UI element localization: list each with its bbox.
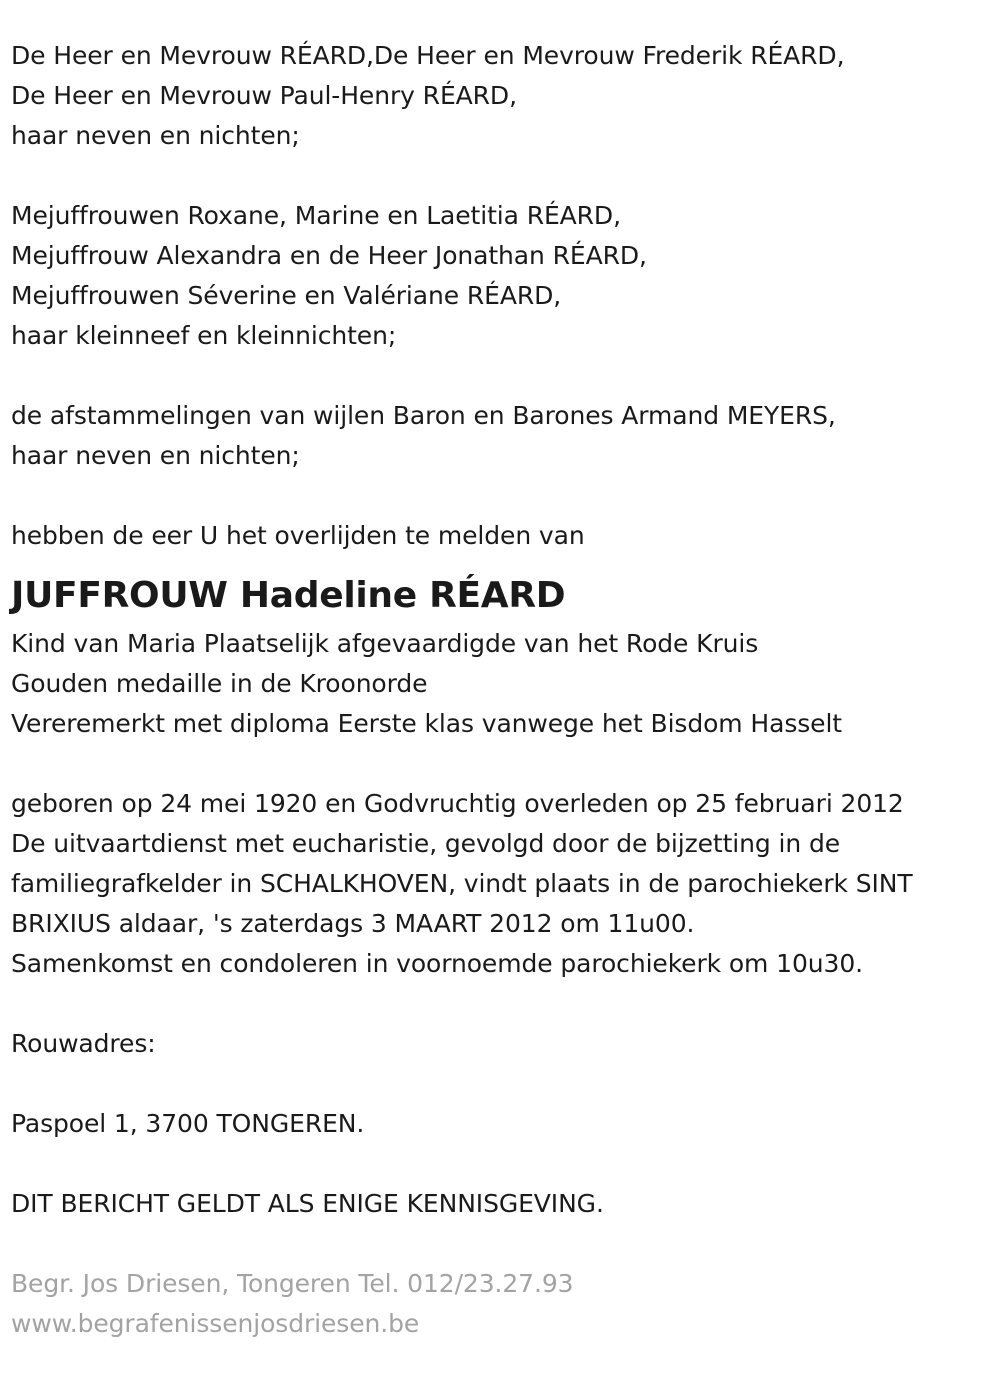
spacer bbox=[11, 984, 991, 1024]
family-line: haar kleinneef en kleinnichten; bbox=[11, 321, 397, 350]
spacer bbox=[11, 476, 991, 516]
detail-line: Samenkomst en condoleren in voornoemde parochiekerk om 10u30. bbox=[11, 949, 863, 978]
family-line: Mejuffrouw Alexandra en de Heer Jonathan RÉARD, bbox=[11, 241, 647, 270]
spacer bbox=[11, 1224, 991, 1264]
title-line: Vereremerkt met diploma Eerste klas vanwege het Bisdom Hasselt bbox=[11, 709, 842, 738]
notice-text: DIT BERICHT GELDT ALS ENIGE KENNISGEVING. bbox=[11, 1189, 604, 1218]
family-line: De Heer en Mevrouw Paul-Henry RÉARD, bbox=[11, 81, 517, 110]
deceased-name: JUFFROUW Hadeline RÉARD bbox=[11, 575, 566, 616]
family-line: Mejuffrouwen Séverine en Valériane RÉARD, bbox=[11, 281, 562, 310]
detail-line: BRIXIUS aldaar, 's zaterdags 3 MAART 2012 om 11u00. bbox=[11, 909, 695, 938]
deceased-titles bbox=[11, 624, 991, 744]
spacer bbox=[11, 356, 991, 396]
family-group-3 bbox=[11, 396, 991, 476]
family-group-2 bbox=[11, 196, 991, 356]
family-group-1 bbox=[11, 36, 991, 156]
announcement-text: hebben de eer U het overlijden te melden van bbox=[11, 521, 585, 550]
spacer bbox=[11, 744, 991, 784]
detail-line: geboren op 24 mei 1920 en Godvruchtig overleden op 25 februari 2012 bbox=[11, 789, 904, 818]
spacer bbox=[11, 1064, 991, 1104]
spacer bbox=[11, 1144, 991, 1184]
family-line: Mejuffrouwen Roxane, Marine en Laetitia RÉARD, bbox=[11, 201, 621, 230]
obituary-notice bbox=[11, 36, 991, 1344]
family-line: haar neven en nichten; bbox=[11, 121, 300, 150]
detail-line: De uitvaartdienst met eucharistie, gevolgd door de bijzetting in de bbox=[11, 829, 841, 858]
address-label: Rouwadres: bbox=[11, 1029, 156, 1058]
undertaker-website: www.begrafenissenjosdriesen.be bbox=[11, 1309, 420, 1338]
family-line: haar neven en nichten; bbox=[11, 441, 300, 470]
spacer bbox=[11, 156, 991, 196]
family-line: De Heer en Mevrouw RÉARD,De Heer en Mevrouw Frederik RÉARD, bbox=[11, 41, 845, 70]
title-line: Gouden medaille in de Kroonorde bbox=[11, 669, 428, 698]
detail-line: familiegrafkelder in SCHALKHOVEN, vindt plaats in de parochiekerk SINT bbox=[11, 869, 913, 898]
title-line: Kind van Maria Plaatselijk afgevaardigde van het Rode Kruis bbox=[11, 629, 759, 658]
funeral-details bbox=[11, 784, 991, 984]
undertaker-info: Begr. Jos Driesen, Tongeren Tel. 012/23.27.93 bbox=[11, 1269, 574, 1298]
address-value: Paspoel 1, 3700 TONGEREN. bbox=[11, 1109, 365, 1138]
family-line: de afstammelingen van wijlen Baron en Barones Armand MEYERS, bbox=[11, 401, 836, 430]
